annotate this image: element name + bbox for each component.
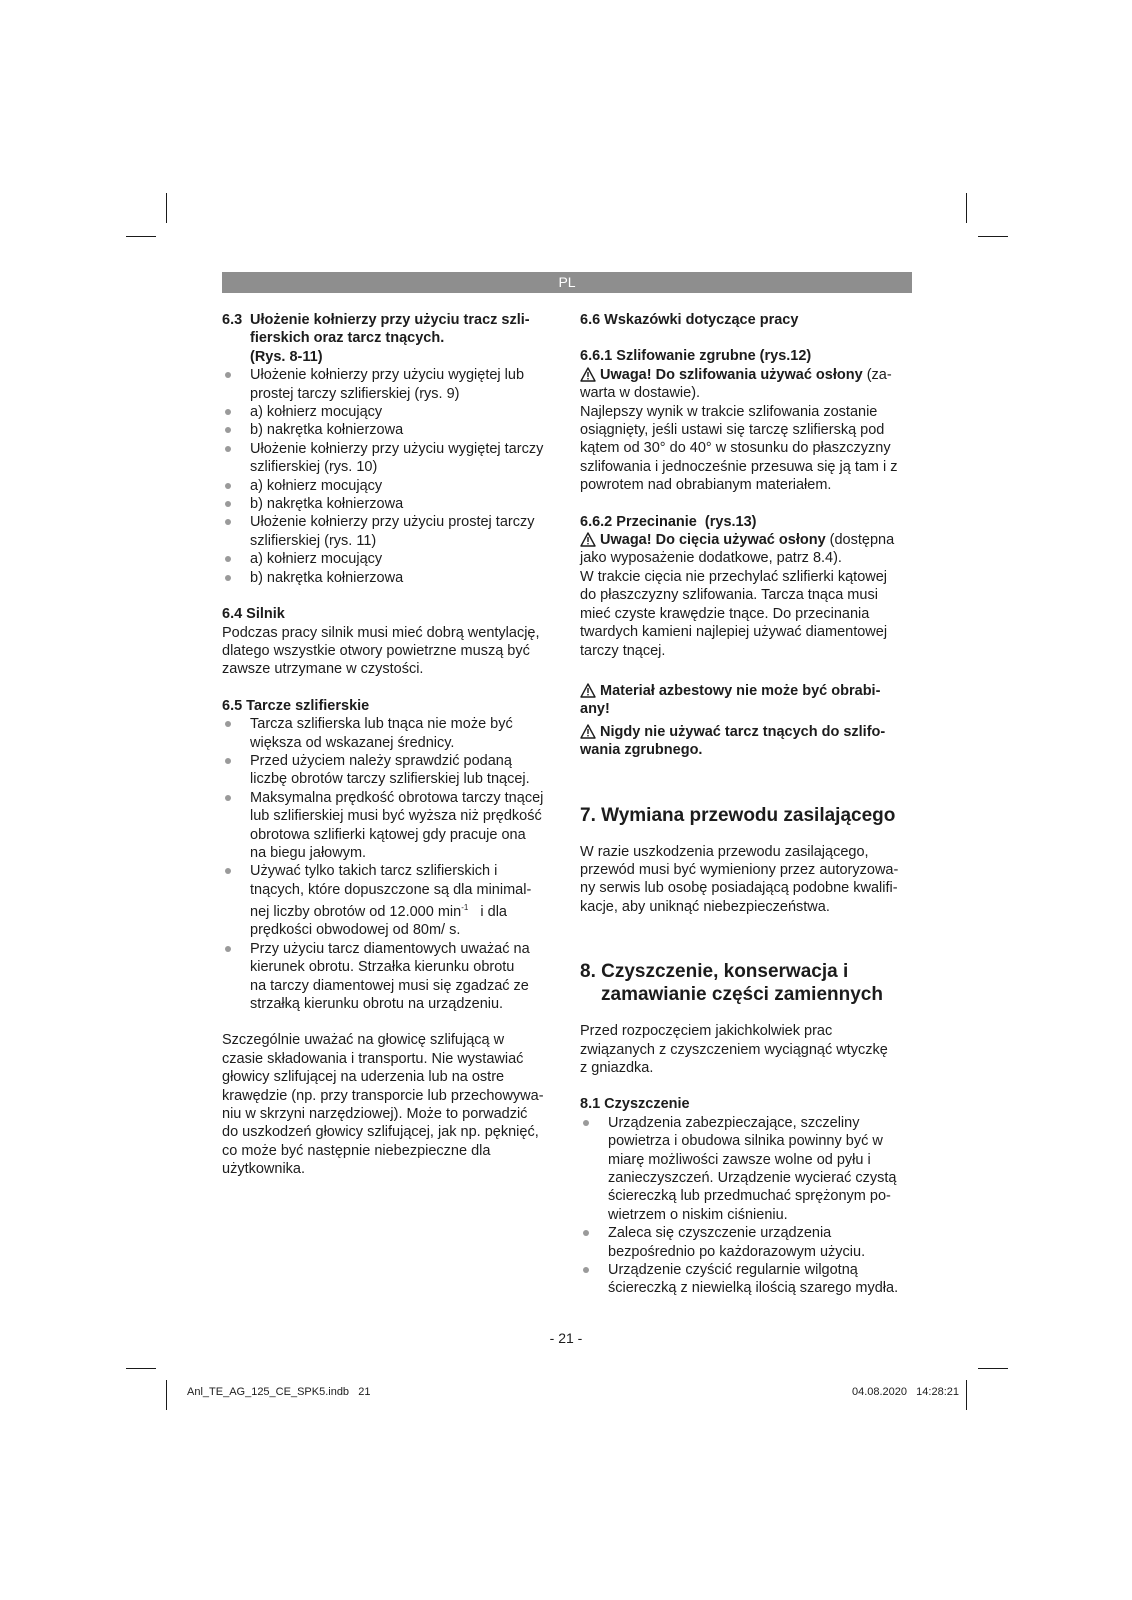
warning-icon	[580, 724, 596, 739]
text-line: zawsze utrzymane w czystości.	[222, 661, 424, 678]
section-6-5-heading: 6.5 Tarcze szlifierskie	[222, 697, 370, 714]
text-line: strzałką kierunku obrotu na urządzeniu.	[250, 996, 504, 1013]
warning-asbestos	[580, 682, 913, 700]
text-line: Przed użyciem należy sprawdzić podaną	[250, 752, 512, 769]
crop-mark	[166, 193, 167, 223]
footer-file: Anl_TE_AG_125_CE_SPK5.indb 21	[187, 1386, 371, 1398]
warning-text	[600, 366, 892, 384]
text-line: twardych kamieni najlepiej używać diamentowej	[580, 624, 888, 641]
list-item: b) nakrętka kołnierzowa	[222, 495, 552, 513]
text-line: do uszkodzeń głowicy szlifującej, jak np. pęknięć,	[222, 1124, 539, 1141]
text-line: kacje, aby uniknąć niebezpieczeństwa.	[580, 898, 830, 915]
text-line: dlatego wszystkie otwory powietrzne muszą być	[222, 642, 530, 659]
text-line: W trakcie cięcia nie przechylać szlifierki kątowej	[580, 568, 888, 585]
text-line: warta w dostawie).	[580, 385, 701, 402]
text-line: na tarczy diamentowej musi się zgadzać ze	[250, 977, 529, 994]
text-line: do płaszczyzny szlifowania. Tarcza tnąca musi	[580, 587, 878, 604]
text-line: krawędzie (np. przy transporcie lub przechowywa-	[222, 1087, 544, 1104]
section-title	[250, 311, 552, 366]
text-line: W razie uszkodzenia przewodu zasilającego,	[580, 843, 869, 860]
cleaning-list	[580, 1114, 913, 1298]
text-line: co może być następnie niebezpieczne dla	[222, 1142, 491, 1159]
text-line: Używać tylko takich tarcz szlifierskich i	[250, 863, 498, 880]
text-line: Przed rozpoczęciem jakichkolwiek prac	[580, 1023, 833, 1040]
text-line: kierunek obrotu. Strzałka kierunku obrotu	[250, 959, 515, 976]
list-item: b) nakrętka kołnierzowa	[222, 421, 552, 439]
text-line: szlifowania i jednocześnie przesuwa się ją tam i z	[580, 458, 898, 475]
section-7-heading: 7. Wymiana przewodu zasilającego	[580, 804, 896, 826]
text-line: Najlepszy wynik w trakcie szlifowania zostanie	[580, 403, 878, 420]
text-line: jako wyposażenie dodatkowe, patrz 8.4).	[580, 550, 842, 567]
text-line: powietrza i obudowa silnika powinny być w	[608, 1133, 883, 1150]
title-line: Ułożenie kołnierzy przy użyciu tracz szli-	[250, 312, 530, 328]
section-8-heading	[580, 960, 913, 1006]
list-item	[222, 862, 552, 939]
footer-date: 04.08.2020 14:28:21	[851, 1386, 959, 1398]
text-line: przewód musi być wymieniony przez autoryzowa-	[580, 861, 899, 878]
text-line: Maksymalna prędkość obrotowa tarczy tnącej	[250, 789, 544, 806]
warning-text	[600, 531, 894, 549]
warning-icon	[580, 532, 596, 547]
right-column	[580, 311, 913, 1298]
text-line: obrotowa szlifierki kątowej gdy pracuje ona	[250, 826, 526, 843]
title-line: 8. Czyszczenie, konserwacja i	[580, 961, 849, 983]
crop-mark	[978, 1368, 1008, 1369]
crop-mark	[966, 1380, 967, 1410]
cutting-paragraph	[580, 549, 913, 659]
text-line: mieć czyste krawędzie tnące. Do przecinania	[580, 605, 870, 622]
language-bar	[222, 272, 912, 293]
warning-bold: Uwaga! Do szlifowania używać osłony	[600, 366, 863, 383]
text-line: nej liczby obrotów od 12.000 min	[250, 904, 462, 921]
list-item: a) kołnierz mocujący	[222, 403, 552, 421]
text-line: ściereczką z niewielką ilością szarego mydła.	[608, 1280, 899, 1297]
warning-bold: Uwaga! Do cięcia używać osłony	[600, 532, 826, 549]
text-line: Urządzenie czyścić regularnie wilgotną	[608, 1262, 858, 1279]
warning-continuation: wania zgrubnego.	[580, 742, 703, 759]
text-line: i dla	[468, 904, 507, 921]
section-6-4-heading: 6.4 Silnik	[222, 606, 285, 623]
list-item	[222, 789, 552, 863]
storage-paragraph	[222, 1031, 552, 1178]
text-line: użytkownika.	[222, 1161, 306, 1178]
text-line: Urządzenia zabezpieczające, szczeliny	[608, 1114, 860, 1131]
crop-mark	[966, 193, 967, 223]
list-item	[580, 1224, 913, 1261]
text-line: Zaleca się czyszczenie urządzenia	[608, 1225, 832, 1242]
text-line: niu w skrzyni narzędziowej). Może to porwadzić	[222, 1106, 528, 1123]
warning-icon	[580, 367, 596, 382]
title-line: zamawianie części zamiennych	[601, 984, 883, 1006]
section-8-1-heading: 8.1 Czyszczenie	[580, 1096, 690, 1113]
text-line: głowicy szlifującej na uderzenia lub na ostre	[222, 1069, 505, 1086]
text-line: tarczy tnącej.	[580, 642, 666, 659]
list-item	[580, 1114, 913, 1224]
page-number: - 21 -	[549, 1330, 583, 1346]
list-item: Ułożenie kołnierzy przy użyciu prostej tarczy szlifierskiej (rys. 11)	[222, 513, 552, 550]
text-line: powrotem nad obrabianym materiałem.	[580, 477, 832, 494]
list-item	[222, 715, 552, 752]
warning-rest: (za-	[862, 366, 892, 383]
text-line: Szczególnie uważać na głowicę szlifującą w	[222, 1032, 505, 1049]
text-line: ściereczką lub przedmuchać sprężonym po-	[608, 1188, 891, 1205]
text-line: miarę możliwości zawsze wolne od pyłu i	[608, 1151, 871, 1168]
text-line: bezpośrednio po każdorazowym użyciu.	[608, 1243, 866, 1260]
motor-paragraph	[222, 624, 552, 679]
text-line: Przy użyciu tarcz diamentowych uważać na	[250, 940, 530, 957]
text-line: tnących, które dopuszczone są dla minimal-	[250, 881, 532, 898]
section-6-3-heading	[222, 311, 552, 366]
section-6-6-1-heading: 6.6.1 Szlifowanie zgrubne (rys.12)	[580, 348, 812, 365]
warning-text: Nigdy nie używać tarcz tnących do szlifo-	[600, 723, 886, 740]
list-item: a) kołnierz mocujący	[222, 477, 552, 495]
warning-continuation: any!	[580, 701, 610, 718]
text-line: zanieczyszczeń. Urządzenie wycierać czystą	[608, 1170, 897, 1186]
text-line: Podczas pracy silnik musi mieć dobrą wentylację,	[222, 624, 540, 641]
text-line: czasie składowania i transportu. Nie wystawiać	[222, 1050, 524, 1067]
grinding-discs-list	[222, 715, 552, 1013]
text-line: prędkości obwodowej od 80m/ s.	[250, 922, 461, 939]
warning-cutting-discs	[580, 723, 913, 741]
crop-mark	[978, 236, 1008, 237]
power-cord-paragraph	[580, 843, 913, 917]
crop-mark	[126, 236, 156, 237]
text-line: większa od wskazanej średnicy.	[250, 734, 455, 751]
text-line: na biegu jałowym.	[250, 844, 367, 861]
text-line: Tarcza szlifierska lub tnąca nie może być	[250, 716, 513, 733]
section-6-6-heading: 6.6 Wskazówki dotyczące pracy	[580, 312, 799, 328]
text-line: lub szlifierskiej musi być wyższa niż prędkość	[250, 808, 542, 825]
warning-text: Materiał azbestowy nie może być obrabi-	[600, 682, 881, 699]
text-line: wietrzem o niskim ciśnieniu.	[608, 1206, 788, 1223]
text-line: osiągnięty, jeśli ustawi się tarczę szlifierską pod	[580, 422, 885, 439]
section-number: 6.3	[222, 312, 243, 328]
crop-mark	[166, 1380, 167, 1410]
text-line: liczbę obrotów tarczy szlifierskiej lub tnącej.	[250, 771, 530, 788]
title-line: (Rys. 8-11)	[250, 348, 323, 365]
superscript: -1	[461, 903, 469, 913]
list-item: Ułożenie kołnierzy przy użyciu wygiętej tarczy szlifierskiej (rys. 10)	[222, 440, 552, 477]
warning-guard-cutting	[580, 531, 913, 549]
crop-mark	[126, 1368, 156, 1369]
list-item: b) nakrętka kołnierzowa	[222, 569, 552, 587]
list-item	[580, 1261, 913, 1298]
list-item	[222, 940, 552, 1014]
text-line: kątem od 30° do 40° w stosunku do płaszczyzny	[580, 440, 891, 457]
warning-rest: (dostępna	[825, 532, 895, 549]
grinding-paragraph	[580, 384, 913, 494]
warning-guard-grinding	[580, 366, 913, 384]
list-item: a) kołnierz mocujący	[222, 550, 552, 568]
section-6-6-2-heading: 6.6.2 Przecinanie (rys.13)	[580, 513, 757, 530]
list-item: Ułożenie kołnierzy przy użyciu wygiętej lub prostej tarczy szlifierskiej (rys. 9)	[222, 366, 552, 403]
warning-icon	[580, 683, 596, 698]
left-column	[222, 311, 552, 1179]
title-line: fierskich oraz tarcz tnących.	[250, 330, 445, 347]
flange-list	[222, 366, 552, 587]
language-label: PL	[558, 274, 576, 290]
list-item	[222, 752, 552, 789]
text-line: z gniazdka.	[580, 1059, 654, 1076]
text-line: związanych z czyszczeniem wyciągnąć wtyczkę	[580, 1041, 888, 1058]
cleaning-intro-paragraph	[580, 1022, 913, 1077]
text-line: ny serwis lub osobę posiadającą podobne kwalifi-	[580, 880, 898, 897]
